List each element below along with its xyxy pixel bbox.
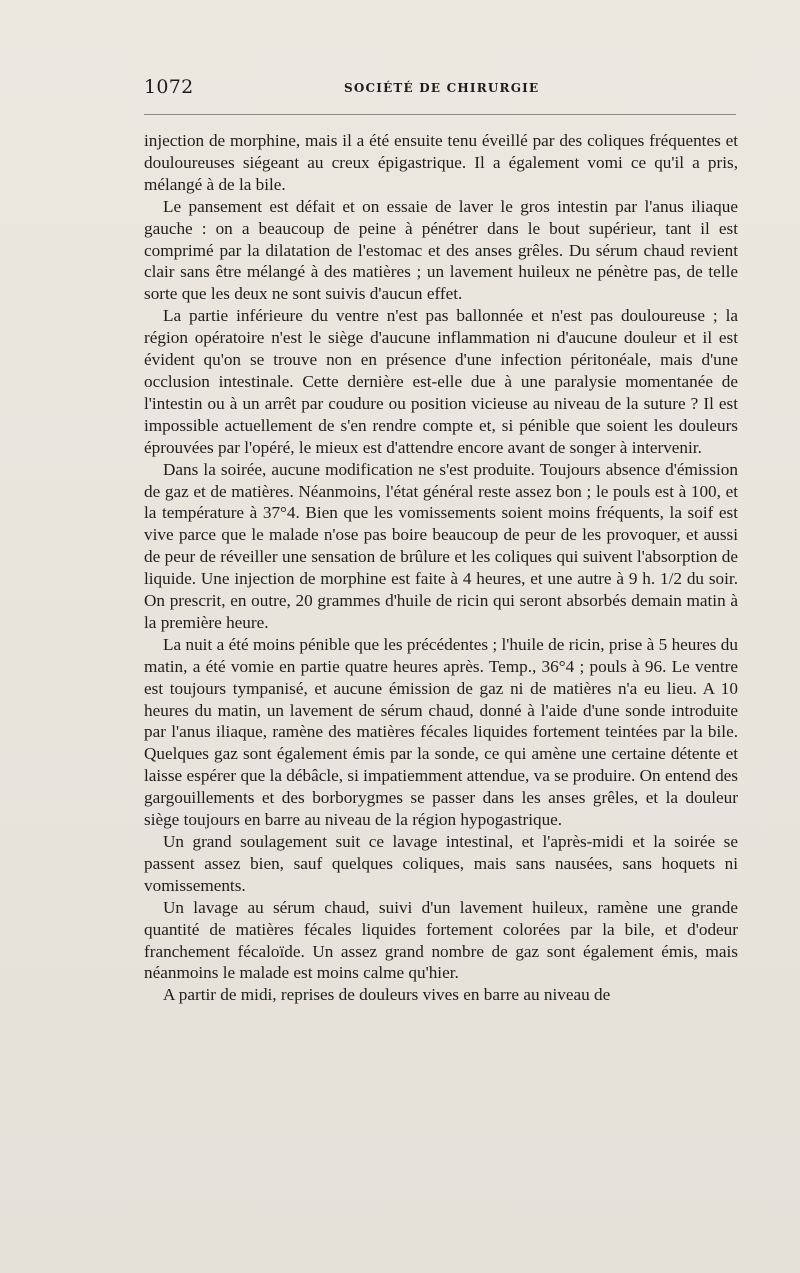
page-number: 1072 bbox=[144, 76, 194, 98]
running-title: SOCIÉTÉ DE CHIRURGIE bbox=[344, 81, 540, 95]
paragraph-3: La partie inférieure du ventre n'est pas ballonnée et n'est pas douloureuse ; la région opératoire n'est le siège d'aucune inflammation ni d'aucune douleur et il est évident qu'on se trouve non en présence d'une infection péritonéale, mais d'une occlusion intestinale. Cette dernière est-elle due à une paralysie momentanée de l'intestin ou à un arrêt par coudure ou position vicieuse au niveau de la suture ? Il est impossible actuellement de s'en rendre compte et, si pénible que soient les douleurs éprouvées par l'opéré, le mieux est d'attendre encore avant de songer à intervenir. bbox=[144, 306, 738, 457]
paragraph-8: A partir de midi, reprises de douleurs vives en barre au niveau de bbox=[163, 985, 611, 1005]
header-rule bbox=[144, 114, 736, 115]
paragraph-7: Un lavage au sérum chaud, suivi d'un lavement huileux, ramène une grande quantité de matières fécales liquides fortement colorées par la bile, et d'odeur franchement fécaloïde. Un assez grand nombre de gaz sont également émis, mais néanmoins le malade est moins calme qu'hier. bbox=[144, 897, 738, 983]
page-header bbox=[144, 76, 736, 100]
paragraph-1: injection de morphine, mais il a été ensuite tenu éveillé par des coliques fréquentes et douloureuses siégeant au creux épigastrique. Il a également vomi ce qu'il a pris, mélangé à de la bile. bbox=[144, 131, 738, 194]
body-text bbox=[144, 130, 738, 1006]
paragraph-5: La nuit a été moins pénible que les précédentes ; l'huile de ricin, prise à 5 heures du matin, a été vomie en partie quatre heures après. Temp., 36°4 ; pouls à 96. Le ventre est toujours tympanisé, et aucune émission de gaz ni de matières n'a eu lieu. A 10 heures du matin, un lavement de sérum chaud, donné à l'aide d'une sonde introduite par l'anus iliaque, ramène des matières fécales liquides fortement teintées par la bile. Quelques gaz sont également émis par la sonde, ce qui amène une certaine détente et laisse espérer que la débâcle, si impatiemment attendue, va se produire. On entend des gargouillements et des borborygmes se passer dans les anses grêles, et la douleur siège toujours en barre au niveau de la région hypogastrique. bbox=[144, 634, 738, 830]
paragraph-6: Un grand soulagement suit ce lavage intestinal, et l'après-midi et la soirée se passent assez bien, sauf quelques coliques, mais sans nausées, sans hoquets ni vomissements. bbox=[144, 832, 738, 895]
paragraph-4: Dans la soirée, aucune modification ne s'est produite. Toujours absence d'émission de gaz et de matières. Néanmoins, l'état général reste assez bon ; le pouls est à 100, et la température à 37°4. Bien que les vomissements soient moins fréquents, la soif est vive parce que le malade n'ose pas boire beaucoup de peur de les provoquer, et aussi de peur de réveiller une sensation de brûlure et les coliques qui suivent l'absorption de liquide. Une injection de morphine est faite à 4 heures, et une autre à 9 h. 1/2 du soir. On prescrit, en outre, 20 grammes d'huile de ricin qui seront absorbés demain matin à la première heure. bbox=[144, 459, 738, 632]
paragraph-2: Le pansement est défait et on essaie de laver le gros intestin par l'anus iliaque gauche : on a beaucoup de peine à pénétrer dans le bout supérieur, tant il est comprimé par la dilatation de l'estomac et des anses grêles. Du sérum chaud revient clair sans être mélangé à des matières ; un lavement huileux ne pénètre pas, de telle sorte que les deux ne sont suivis d'aucun effet. bbox=[144, 196, 738, 304]
